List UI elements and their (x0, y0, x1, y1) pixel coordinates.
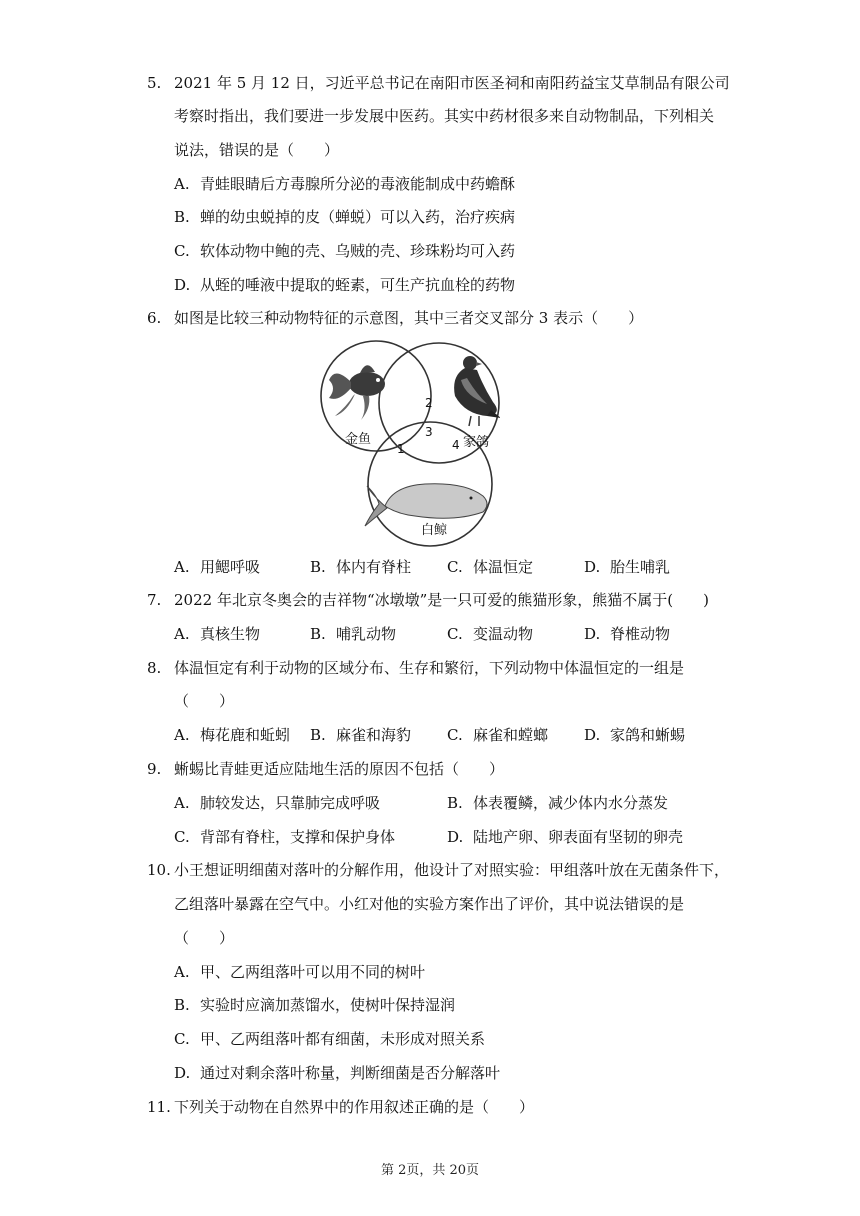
whale-icon (365, 484, 487, 526)
question-8-option-a: A. 梅花鹿和蚯蚓 (174, 726, 291, 744)
question-5-option-c: C. 软体动物中鲍的壳、乌贼的壳、珍珠粉均可入药 (174, 242, 516, 260)
question-6-option-a: A. 用鳃呼吸 (174, 558, 261, 576)
question-5-option-d: D. 从蛭的唾液中提取的蛭素，可生产抗血栓的药物 (174, 276, 516, 294)
question-11-number: 11. (147, 1098, 171, 1116)
question-9-option-b: B. 体表覆鳞，减少体内水分蒸发 (447, 794, 669, 812)
region-2-label: 2 (425, 396, 433, 410)
question-7-option-a: A. 真核生物 (174, 625, 261, 643)
question-5-option-a: A. 青蛙眼睛后方毒腺所分泌的毒液能制成中药蟾酥 (174, 175, 516, 193)
question-7-option-c: C. 变温动物 (447, 625, 534, 643)
region-3-label: 3 (425, 425, 433, 439)
whale-label: 白鲸 (421, 523, 448, 538)
goldfish-label: 金鱼 (345, 432, 372, 447)
question-9-stem-line-1: 蜥蜴比青蛙更适应陆地生活的原因不包括（ ） (174, 760, 505, 778)
question-7-stem-line-1: 2022 年北京冬奥会的吉祥物“冰墩墩”是一只可爱的熊猫形象，熊猫不属于( ) (174, 591, 709, 609)
question-9-number: 9. (147, 760, 162, 778)
question-10-stem-line-2: 乙组落叶暴露在空气中。小红对他的实验方案作出了评价，其中说法错误的是 (174, 895, 685, 913)
pigeon-label: 家鸽 (463, 435, 490, 450)
question-6-number: 6. (147, 309, 162, 327)
question-9-option-c: C. 背部有脊柱，支撑和保护身体 (174, 828, 396, 846)
question-6-option-c: C. 体温恒定 (447, 558, 534, 576)
question-8-option-c: C. 麻雀和螳螂 (447, 726, 549, 744)
question-8-stem-line-1: 体温恒定有利于动物的区域分布、生存和繁衍，下列动物中体温恒定的一组是 (174, 659, 685, 677)
question-7-option-b: B. 哺乳动物 (310, 625, 397, 643)
question-5-option-b: B. 蝉的幼虫蜕掉的皮（蝉蜕）可以入药，治疗疾病 (174, 208, 516, 226)
question-10-option-b: B. 实验时应滴加蒸馏水，使树叶保持湿润 (174, 996, 456, 1014)
region-4-label: 4 (452, 438, 460, 452)
question-9-option-a: A. 肺较发达，只靠肺完成呼吸 (174, 794, 381, 812)
pigeon-icon (454, 356, 500, 426)
question-9-option-d: D. 陆地产卵、卵表面有坚韧的卵壳 (447, 828, 684, 846)
question-6-stem-line-1: 如图是比较三种动物特征的示意图，其中三者交叉部分 3 表示（ ） (174, 309, 644, 327)
goldfish-icon (329, 365, 385, 420)
question-5-number: 5. (147, 74, 162, 92)
question-8-option-b: B. 麻雀和海豹 (310, 726, 412, 744)
question-10-option-c: C. 甲、乙两组落叶都有细菌，未形成对照关系 (174, 1030, 486, 1048)
question-5-stem-line-1: 2021 年 5 月 12 日，习近平总书记在南阳市医圣祠和南阳药益宝艾草制品有限公司 (174, 74, 730, 92)
question-10-option-a: A. 甲、乙两组落叶可以用不同的树叶 (174, 963, 426, 981)
venn-diagram (315, 336, 500, 551)
question-5-stem-line-3: 说法，错误的是（ ） (174, 141, 340, 159)
question-10-number: 10. (147, 861, 171, 879)
page-footer: 第 2页，共 20页 (380, 1163, 480, 1178)
question-8-option-d: D. 家鸽和蜥蜴 (584, 726, 686, 744)
question-10-option-d: D. 通过对剩余落叶称量，判断细菌是否分解落叶 (174, 1064, 501, 1082)
question-6-option-d: D. 胎生哺乳 (584, 558, 671, 576)
question-10-stem-line-3: （ ） (174, 929, 235, 947)
question-8-stem-line-2: （ ） (174, 692, 235, 710)
question-11-stem-line-1: 下列关于动物在自然界中的作用叙述正确的是（ ） (174, 1098, 535, 1116)
question-6-option-b: B. 体内有脊柱 (310, 558, 412, 576)
region-1-label: 1 (397, 442, 405, 456)
question-7-number: 7. (147, 591, 162, 609)
question-7-option-d: D. 脊椎动物 (584, 625, 671, 643)
question-10-stem-line-1: 小王想证明细菌对落叶的分解作用，他设计了对照实验：甲组落叶放在无菌条件下， (174, 861, 730, 879)
question-8-number: 8. (147, 659, 162, 677)
question-5-stem-line-2: 考察时指出，我们要进一步发展中医药。其实中药材很多来自动物制品，下列相关 (174, 107, 715, 125)
